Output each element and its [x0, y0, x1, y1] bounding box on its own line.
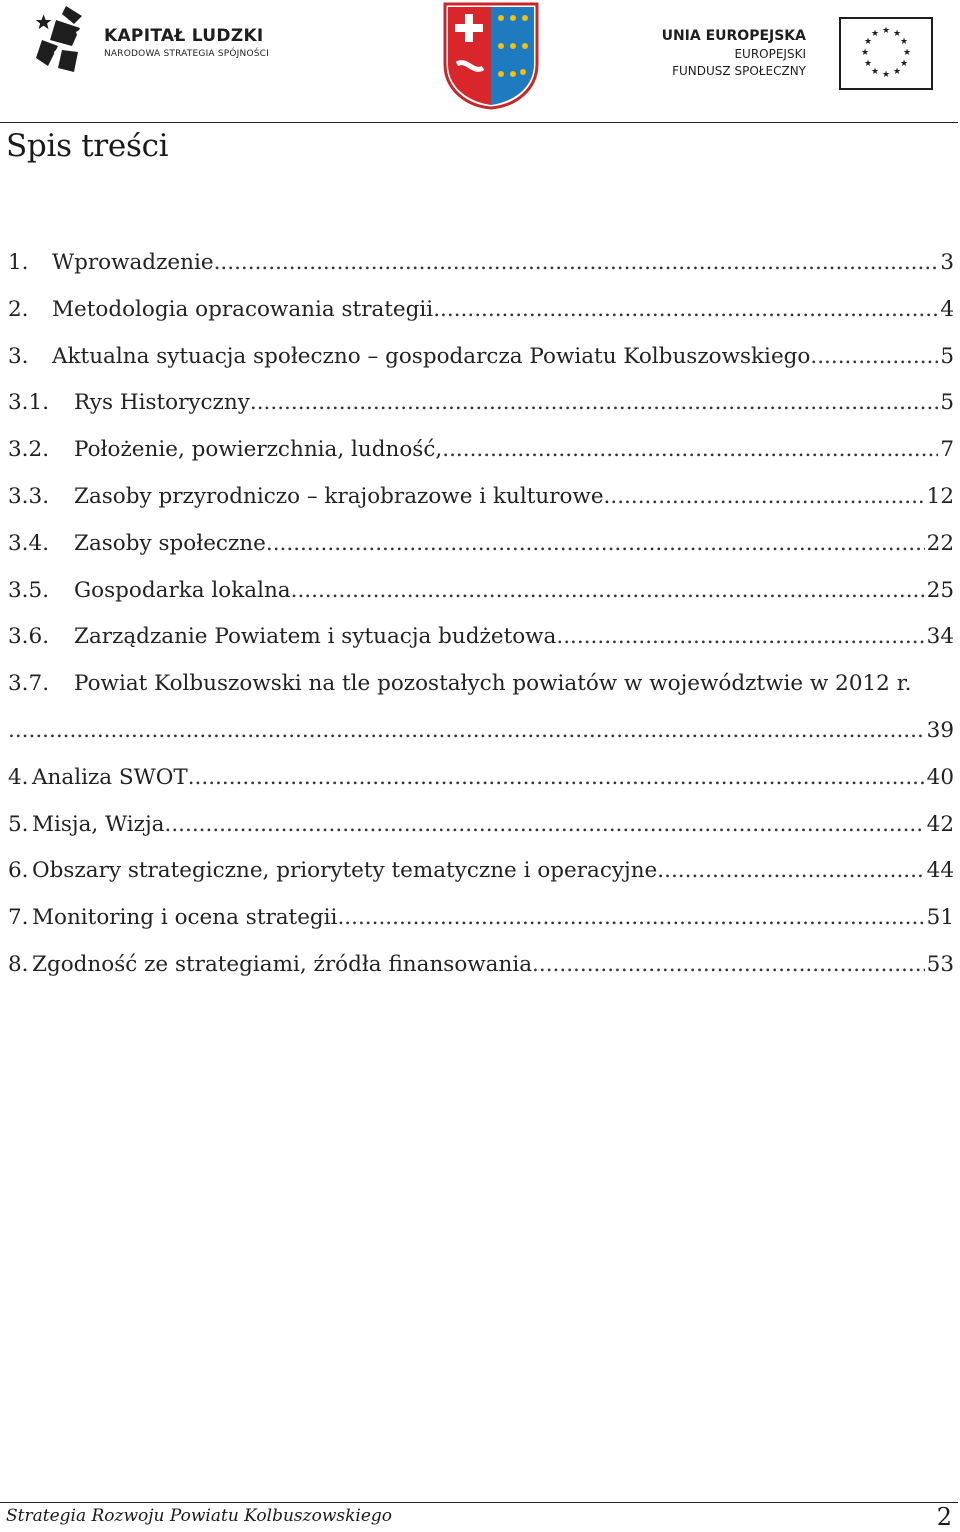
toc-entry-number: 3.5. [8, 577, 50, 603]
toc-leader-dots [442, 437, 938, 462]
toc-entry-page: 12 [926, 483, 954, 509]
toc-leader-dots [291, 578, 925, 603]
toc-entry[interactable] [8, 952, 954, 999]
toc-entry-number: 3.6. [8, 624, 50, 650]
toc-leader-dots [165, 812, 925, 837]
page-header [0, 0, 960, 112]
svg-text:★: ★ [881, 70, 891, 80]
toc-entry-page: 34 [926, 624, 954, 650]
toc-entry[interactable] [8, 437, 954, 484]
toc-entry-number: 3.4. [8, 530, 50, 556]
toc-entry[interactable] [8, 484, 954, 531]
toc-entry-number: 6. [8, 858, 29, 884]
toc-entry-title: Zasoby przyrodniczo – krajobrazowe i kulturowe. [74, 483, 611, 509]
toc-entry-title: Zasoby społeczne [74, 530, 266, 556]
toc-entry[interactable] [8, 578, 954, 625]
footer-divider [0, 1502, 958, 1503]
toc-entry-number: 2. [8, 296, 29, 322]
toc-entry-number: 3.1. [8, 390, 50, 416]
eu-logo-line3: FUNDUSZ SPOŁECZNY [672, 64, 806, 78]
toc-leader-dots [810, 344, 938, 369]
eu-efs-logo [661, 16, 940, 96]
toc-entry-page: 51 [926, 905, 954, 931]
toc-entry-page: 39 [926, 717, 954, 743]
toc-entry-page: 3 [940, 250, 954, 275]
kapital-ludzki-logo [36, 6, 269, 76]
toc-leader-dots [250, 390, 938, 415]
svg-text:★: ★ [860, 48, 870, 58]
toc-entry-title: Zgodność ze strategiami, źródła finansowania [32, 951, 533, 977]
toc-entry-title: Położenie, powierzchnia, ludność, [74, 437, 443, 463]
eu-logo-line2: EUROPEJSKI [734, 47, 806, 61]
footer-page-number: 2 [936, 1503, 952, 1531]
toc-leader-dots [610, 484, 924, 509]
svg-text:★: ★ [863, 37, 873, 47]
toc-entry-title: Gospodarka lokalna [74, 577, 291, 603]
toc-entry[interactable] [8, 390, 954, 437]
toc-entry-number: 1. [8, 250, 29, 275]
logo-line2: NARODOWA STRATEGIA SPÓJNOŚCI [104, 49, 269, 59]
toc-entry[interactable] [8, 765, 954, 812]
svg-text:★: ★ [902, 48, 912, 58]
toc-leader-dots [8, 718, 925, 743]
toc-entry[interactable] [8, 250, 954, 297]
table-of-contents [8, 250, 954, 999]
svg-text:★: ★ [870, 29, 880, 39]
svg-text:★: ★ [881, 26, 891, 36]
toc-entry-page: 42 [926, 811, 954, 837]
toc-entry-page: 25 [926, 577, 954, 603]
toc-entry-page: 44 [926, 858, 954, 884]
toc-leader-dots [556, 624, 924, 649]
coat-of-arms-icon [443, 2, 539, 110]
toc-entry[interactable] [8, 812, 954, 859]
logo-line1: KAPITAŁ LUDZKI [104, 26, 264, 46]
svg-text:★: ★ [899, 37, 909, 47]
toc-entry-title: Monitoring i ocena strategii [32, 905, 338, 931]
toc-leader-dots [337, 905, 924, 930]
toc-entry-number: 3. [8, 343, 29, 369]
toc-leader-dots [664, 858, 925, 883]
toc-entry-number: 4. [8, 764, 29, 790]
toc-entry-title: Zarządzanie Powiatem i sytuacja budżetowa [74, 624, 557, 650]
toc-leader-dots [433, 297, 938, 322]
toc-entry-title: Analiza SWOT [32, 764, 188, 790]
toc-entry[interactable] [8, 297, 954, 344]
toc-entry-number: 3.7. [8, 671, 50, 697]
toc-entry-title: Powiat Kolbuszowski na tle pozostałych powiatów w województwie w 2012 r. [74, 671, 912, 697]
toc-entry-page: 22 [926, 530, 954, 556]
eu-stars-flag-icon [839, 17, 933, 90]
svg-text:★: ★ [863, 59, 873, 69]
toc-entry[interactable] [8, 905, 954, 952]
toc-entry[interactable] [8, 624, 954, 671]
toc-entry-number: 5. [8, 811, 29, 837]
toc-entry-page: 4 [940, 296, 954, 322]
toc-leader-dots [188, 765, 925, 790]
toc-leader-dots [214, 250, 939, 275]
toc-leader-dots [532, 952, 925, 977]
toc-entry-number: 3.2. [8, 437, 50, 463]
toc-entry-title: Metodologia opracowania strategii [52, 296, 434, 322]
kapital-ludzki-icon [36, 6, 98, 76]
toc-entry-title: Misja, Wizja [32, 811, 165, 837]
toc-entry-page: 40 [926, 764, 954, 790]
toc-entry[interactable] [8, 671, 954, 765]
toc-entry-title: Obszary strategiczne, priorytety tematyczne i operacyjne. [32, 858, 665, 884]
toc-entry[interactable] [8, 344, 954, 391]
page-title: Spis treści [6, 128, 169, 164]
toc-entry-page: 53 [926, 951, 954, 977]
svg-text:★: ★ [899, 59, 909, 69]
footer-document-name: Strategia Rozwoju Powiatu Kolbuszowskiego [6, 1506, 393, 1526]
header-divider [0, 122, 958, 123]
toc-entry-title: Rys Historyczny [74, 390, 250, 416]
toc-entry-page: 7 [940, 437, 954, 463]
eu-logo-line1: UNIA EUROPEJSKA [661, 28, 806, 44]
toc-entry-page: 5 [940, 343, 954, 369]
toc-entry-title: Wprowadzenie [52, 250, 214, 275]
toc-entry-number: 8. [8, 951, 29, 977]
toc-leader-dots [266, 531, 925, 556]
toc-entry-title: Aktualna sytuacja społeczno – gospodarcza Powiatu Kolbuszowskiego [52, 343, 811, 369]
toc-entry[interactable] [8, 531, 954, 578]
toc-entry-number: 3.3. [8, 483, 50, 509]
toc-entry[interactable] [8, 858, 954, 905]
toc-entry-page: 5 [940, 390, 954, 416]
svg-text:★: ★ [892, 29, 902, 39]
svg-text:★: ★ [892, 67, 902, 77]
svg-text:★: ★ [870, 67, 880, 77]
toc-entry-number: 7. [8, 905, 29, 931]
